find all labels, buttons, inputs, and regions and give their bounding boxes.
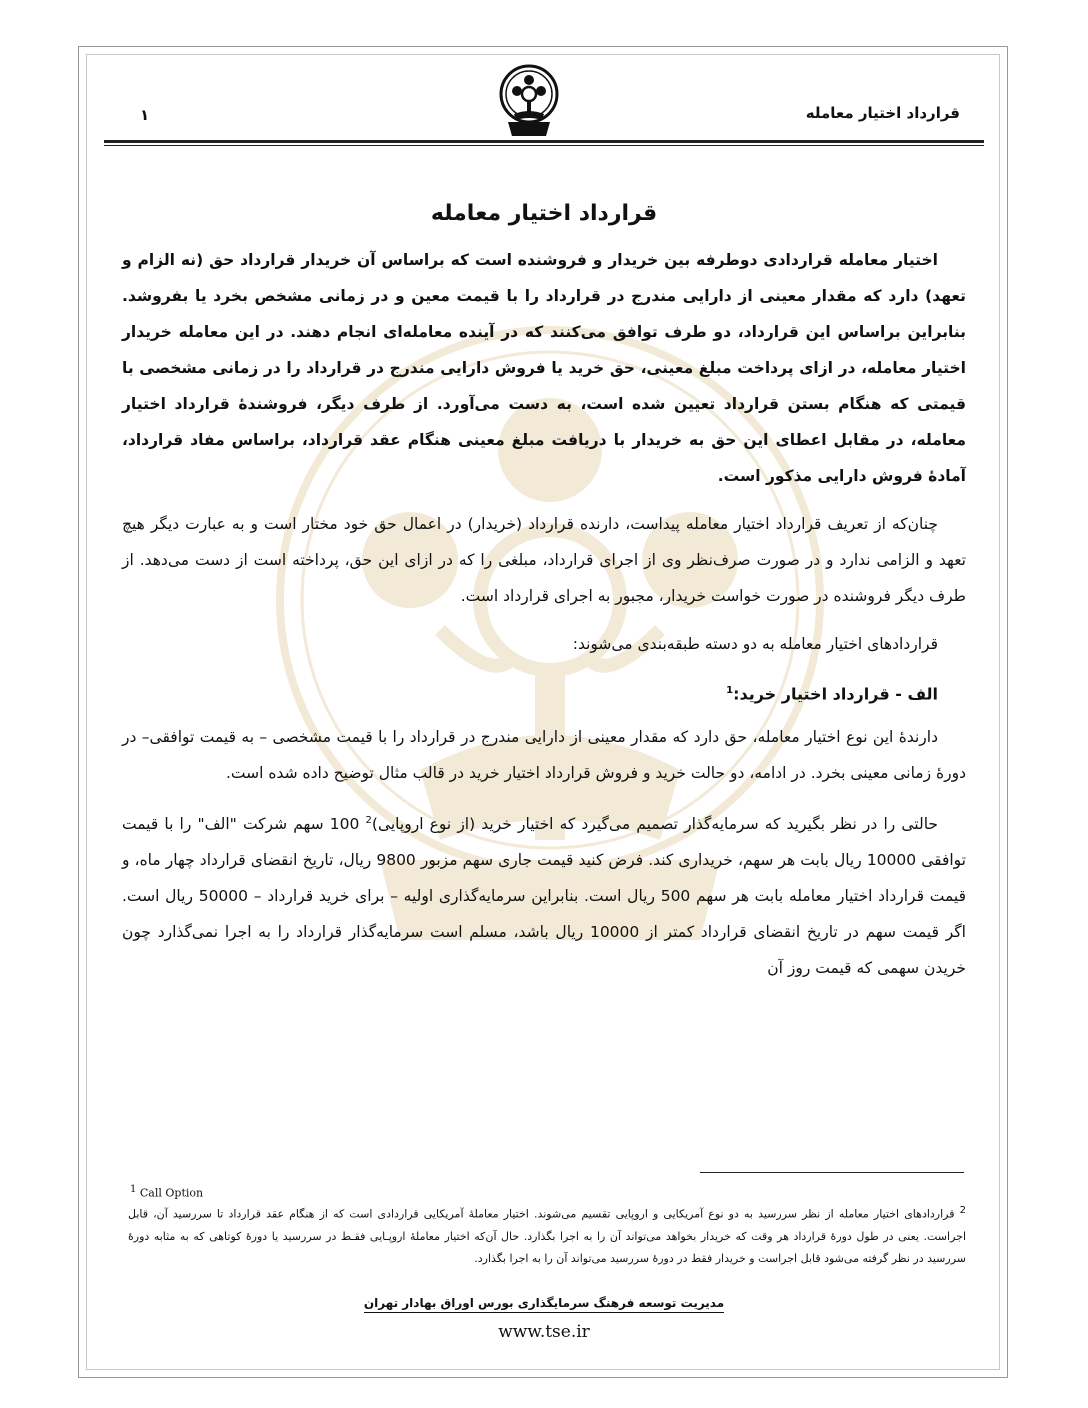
footnote-ref-2: 2 — [365, 815, 372, 827]
running-title: قرارداد اختیار معامله — [805, 104, 960, 122]
footnote-2 — [128, 1200, 966, 1270]
document-body — [122, 196, 966, 998]
organization-name-text: مدیریت توسعه فرهنگ سرمایگذاری بورس اوراق بهادار تهران — [364, 1296, 724, 1313]
footnote-2-text: قراردادهای اختیار معامله از نظر سررسید به دو نوع آمریکایی و اروپایی تقسیم می‌شوند. اختیار معاملهٔ آمریکایی قراردادی است که از هنگام عقد قرارداد تا سررسید آن، قابل اجراست. یعنی در طول دورهٔ قرارداد هر وقت که خریدار بخواهد می‌تواند آن را به اجرا بگذارد. حال آن‌که اختیار معاملهٔ اروپـایی فقـط در سررسید یا دورهٔ کوتاهی که به مثابه دورهٔ سررسید در نظر گرفته می‌شود قابل اجراست و خریدار فقط در دورهٔ سررسید می‌تواند آن را به اجرا بگذارد. — [128, 1207, 966, 1265]
page-number: ۱ — [140, 106, 150, 124]
example-text-start: حالتی را در نظر بگیرید که سرمایه‌گذار تصمیم می‌گیرد که اختیار خرید (از نوع اروپایی) — [371, 815, 938, 834]
footnote-2-mark: 2 — [959, 1205, 967, 1216]
organization-name — [0, 1296, 1088, 1310]
website-link[interactable]: www.tse.ir — [498, 1322, 590, 1342]
tehran-stock-exchange-logo-icon — [496, 64, 562, 138]
paragraph-holder-rights: چنان‌که از تعریف قرارداد اختیار معامله پیداست، دارنده قرارداد (خریدار) در اعمال حق خود مختار است و به عبارت دیگر هیچ تعهد و الزامی ندارد و در صورت صرف‌نظر وی از اجرای قرارداد، مبلغی را که در ازای این حق، پرداخته است از دست می‌دهد. از طرف دیگر فروشنده در صورت خواست خریدار، مجبور به اجرای قرارداد است. — [122, 515, 966, 605]
footnote-ref-1: 1 — [726, 685, 734, 696]
footnote-separator — [700, 1172, 964, 1173]
paragraph-classification: قراردادهای اختیار معامله به دو دسته طبقه‌بندی می‌شوند: — [572, 635, 938, 653]
paragraph-definition: اختیار معامله قراردادی دوطرفه بین خریدار و فروشنده است که براساس آن خریدار قرارداد حق (نه الزام و تعهد) دارد که مقدار معینی از دارایی مندرج در قرارداد را با قیمت معین و در زمانی مشخص بخرد یا بفروشد. بنابراین براساس این قرارداد، دو طرف توافق می‌کنند که در آینده معامله‌ای انجام دهند. در این معامله خریدار اختیار معامله، در ازای پرداخت مبلغ معینی، حق خرید یا فروش دارایی مندرج در قرارداد را در زمانی مشخصی با قیمتی که هنگام بستن قرارداد تعیین شده است، به دست می‌آورد. از طرف دیگر، فروشندهٔ قرارداد اختیار معامله، در مقابل اعطای این حق به خریدار با دریافت مبلغ معینی هنگام عقد قرارداد، براساس مفاد قرارداد، آمادهٔ فروش دارایی مذکور است. — [122, 251, 966, 485]
paragraph-example — [122, 803, 966, 986]
footnote-1 — [130, 1184, 203, 1200]
document-title: قرارداد اختیار معامله — [430, 201, 658, 226]
paragraph-call-option-definition: دارندهٔ این نوع اختیار معامله، حق دارد که مقدار معینی از دارایی مندرج در قرارداد را با قیمت مشخصی – به قیمت توافقی– در دورهٔ زمانی معینی بخرد. در ادامه، دو حالت خرید و فروش قرارداد اختیار خرید در قالب مثال توضیح داده شده است. — [122, 728, 966, 783]
header-rule-thick — [104, 140, 984, 143]
footnote-1-mark: 1 — [130, 1184, 137, 1195]
section-heading-text: الف - قرارداد اختیار خرید: — [733, 684, 938, 704]
example-text-rest: 100 سهم شرکت "الف" را با قیمت توافقی 10000 ریال بابت هر سهم، خریداری کند. فرض کنید قیمت جاری سهم مزبور 9800 ریال، تاریخ انقضای قرارداد چهار ماه، و قیمت قرارداد اختیار معامله بابت هر سهم 500 ریال است. بنابراین سرمایه‌گذاری اولیه – برای خرید قرارداد – 50000 ریال است. اگر قیمت سهم در تاریخ انقضای قرارداد کمتر از 10000 ریال باشد، مسلم است سرمایه‌گذار قرارداد را به اجرا نمی‌گذارد چون خریدن سهمی که قیمت روز آن — [122, 815, 967, 978]
footnote-1-text: Call Option — [139, 1186, 204, 1200]
section-heading-call-option — [122, 674, 966, 711]
header-rule-thin — [104, 145, 984, 146]
